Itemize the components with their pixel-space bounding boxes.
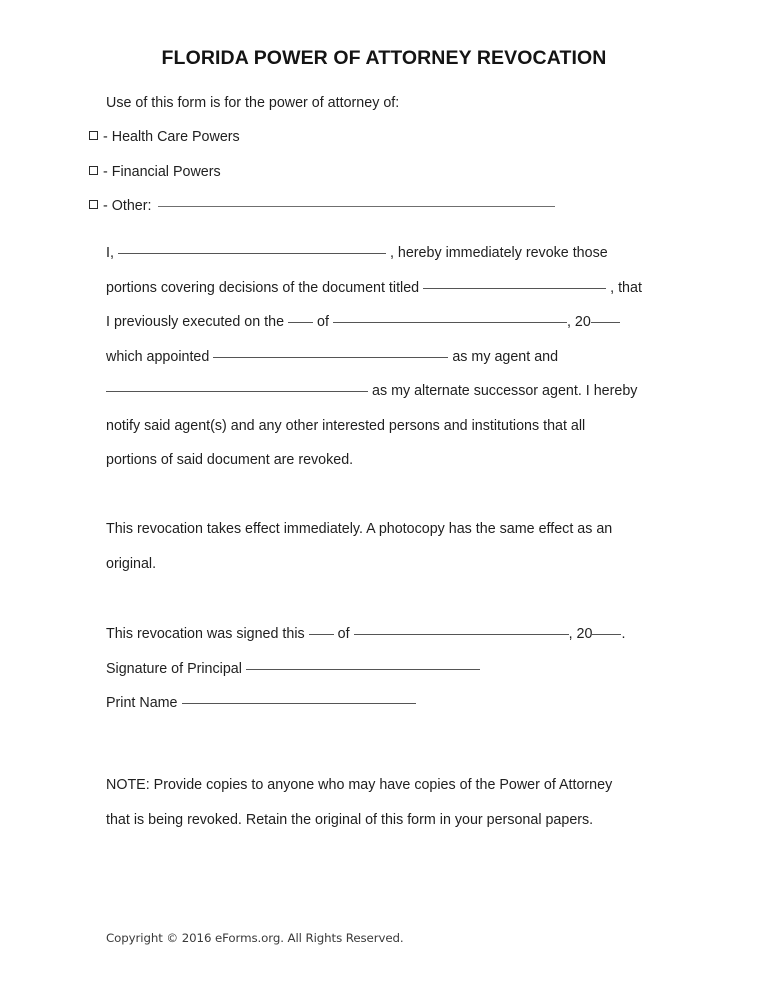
signed-date-prefix: This revocation was signed this [106, 626, 305, 642]
option-financial-powers[interactable] [89, 164, 689, 199]
signed-date-of: of [337, 626, 350, 642]
revocation-line-4-prefix: which appointed [106, 348, 210, 365]
revocation-line-3 [106, 305, 672, 340]
option-dash: - [103, 198, 108, 214]
execution-month-blank[interactable] [333, 322, 567, 323]
revocation-line-1-prefix: I, [106, 245, 114, 261]
option-dash: - [103, 129, 108, 145]
effect-line-2: original. [106, 555, 157, 572]
intro-text: Use of this form is for the power of attorney of: [106, 95, 400, 111]
revocation-line-2-suffix: , that [610, 279, 642, 296]
option-label: Health Care Powers [111, 129, 240, 145]
document-title-blank[interactable] [423, 288, 606, 289]
empty-checkbox-icon[interactable] [89, 166, 98, 175]
revocation-line-4 [106, 340, 672, 375]
signed-date-line [106, 617, 672, 652]
print-name-blank[interactable] [182, 703, 416, 704]
power-type-options [89, 129, 689, 233]
revocation-line-6: notify said agent(s) and any other interested persons and institutions that all [106, 417, 586, 434]
signed-day-blank[interactable] [309, 634, 334, 635]
note-line-2: that is being revoked. Retain the original of this form in your personal papers. [106, 811, 594, 828]
revocation-line-3-year-prefix: , 20 [566, 314, 591, 330]
signature-blank[interactable] [246, 669, 480, 670]
revocation-line-3-prefix: I previously executed on the [106, 314, 285, 330]
print-name-line [106, 686, 672, 721]
signed-year-blank[interactable] [592, 634, 621, 635]
empty-checkbox-icon[interactable] [89, 131, 98, 140]
option-health-care-powers[interactable] [89, 129, 689, 164]
revocation-line-1 [106, 236, 672, 271]
revocation-paragraph [106, 236, 672, 478]
alternate-agent-name-blank[interactable] [106, 391, 368, 392]
signature-line [106, 652, 672, 687]
empty-checkbox-icon[interactable] [89, 200, 98, 209]
signed-date-period: . [621, 626, 626, 642]
effect-line-1: This revocation takes effect immediately. A photocopy has the same effect as an [106, 521, 613, 537]
revocation-line-2 [106, 271, 672, 306]
signature-label: Signature of Principal [106, 660, 242, 677]
signed-year-prefix: , 20 [568, 626, 593, 642]
option-dash: - [103, 163, 108, 180]
note-paragraph [106, 768, 672, 837]
footer-copyright: Copyright © 2016 eForms.org. All Rights Reserved. [106, 931, 404, 945]
principal-name-blank[interactable] [118, 253, 386, 254]
revocation-line-2-prefix: portions covering decisions of the document titled [106, 279, 420, 296]
option-other[interactable] [89, 198, 689, 233]
agent-name-blank[interactable] [213, 357, 448, 358]
note-line-1: NOTE: Provide copies to anyone who may have copies of the Power of Attorney [106, 777, 613, 793]
revocation-line-4-suffix: as my agent and [452, 348, 559, 365]
effect-paragraph [106, 512, 672, 581]
other-fill-in-blank[interactable] [158, 206, 555, 207]
revocation-line-5-suffix: as my alternate successor agent. I hereby [372, 383, 638, 399]
revocation-line-1-suffix: , hereby immediately revoke those [389, 245, 608, 261]
signing-block [106, 617, 672, 721]
signed-month-blank[interactable] [354, 634, 569, 635]
print-name-label: Print Name [106, 695, 178, 711]
execution-year-blank[interactable] [591, 322, 620, 323]
revocation-line-3-of: of [317, 314, 329, 330]
revocation-line-5 [106, 374, 672, 409]
option-label: Financial Powers [111, 163, 221, 180]
execution-day-blank[interactable] [288, 322, 313, 323]
option-label: Other: [111, 198, 152, 214]
revocation-line-7: portions of said document are revoked. [106, 452, 354, 468]
page-title: FLORIDA POWER OF ATTORNEY REVOCATION [161, 47, 607, 69]
